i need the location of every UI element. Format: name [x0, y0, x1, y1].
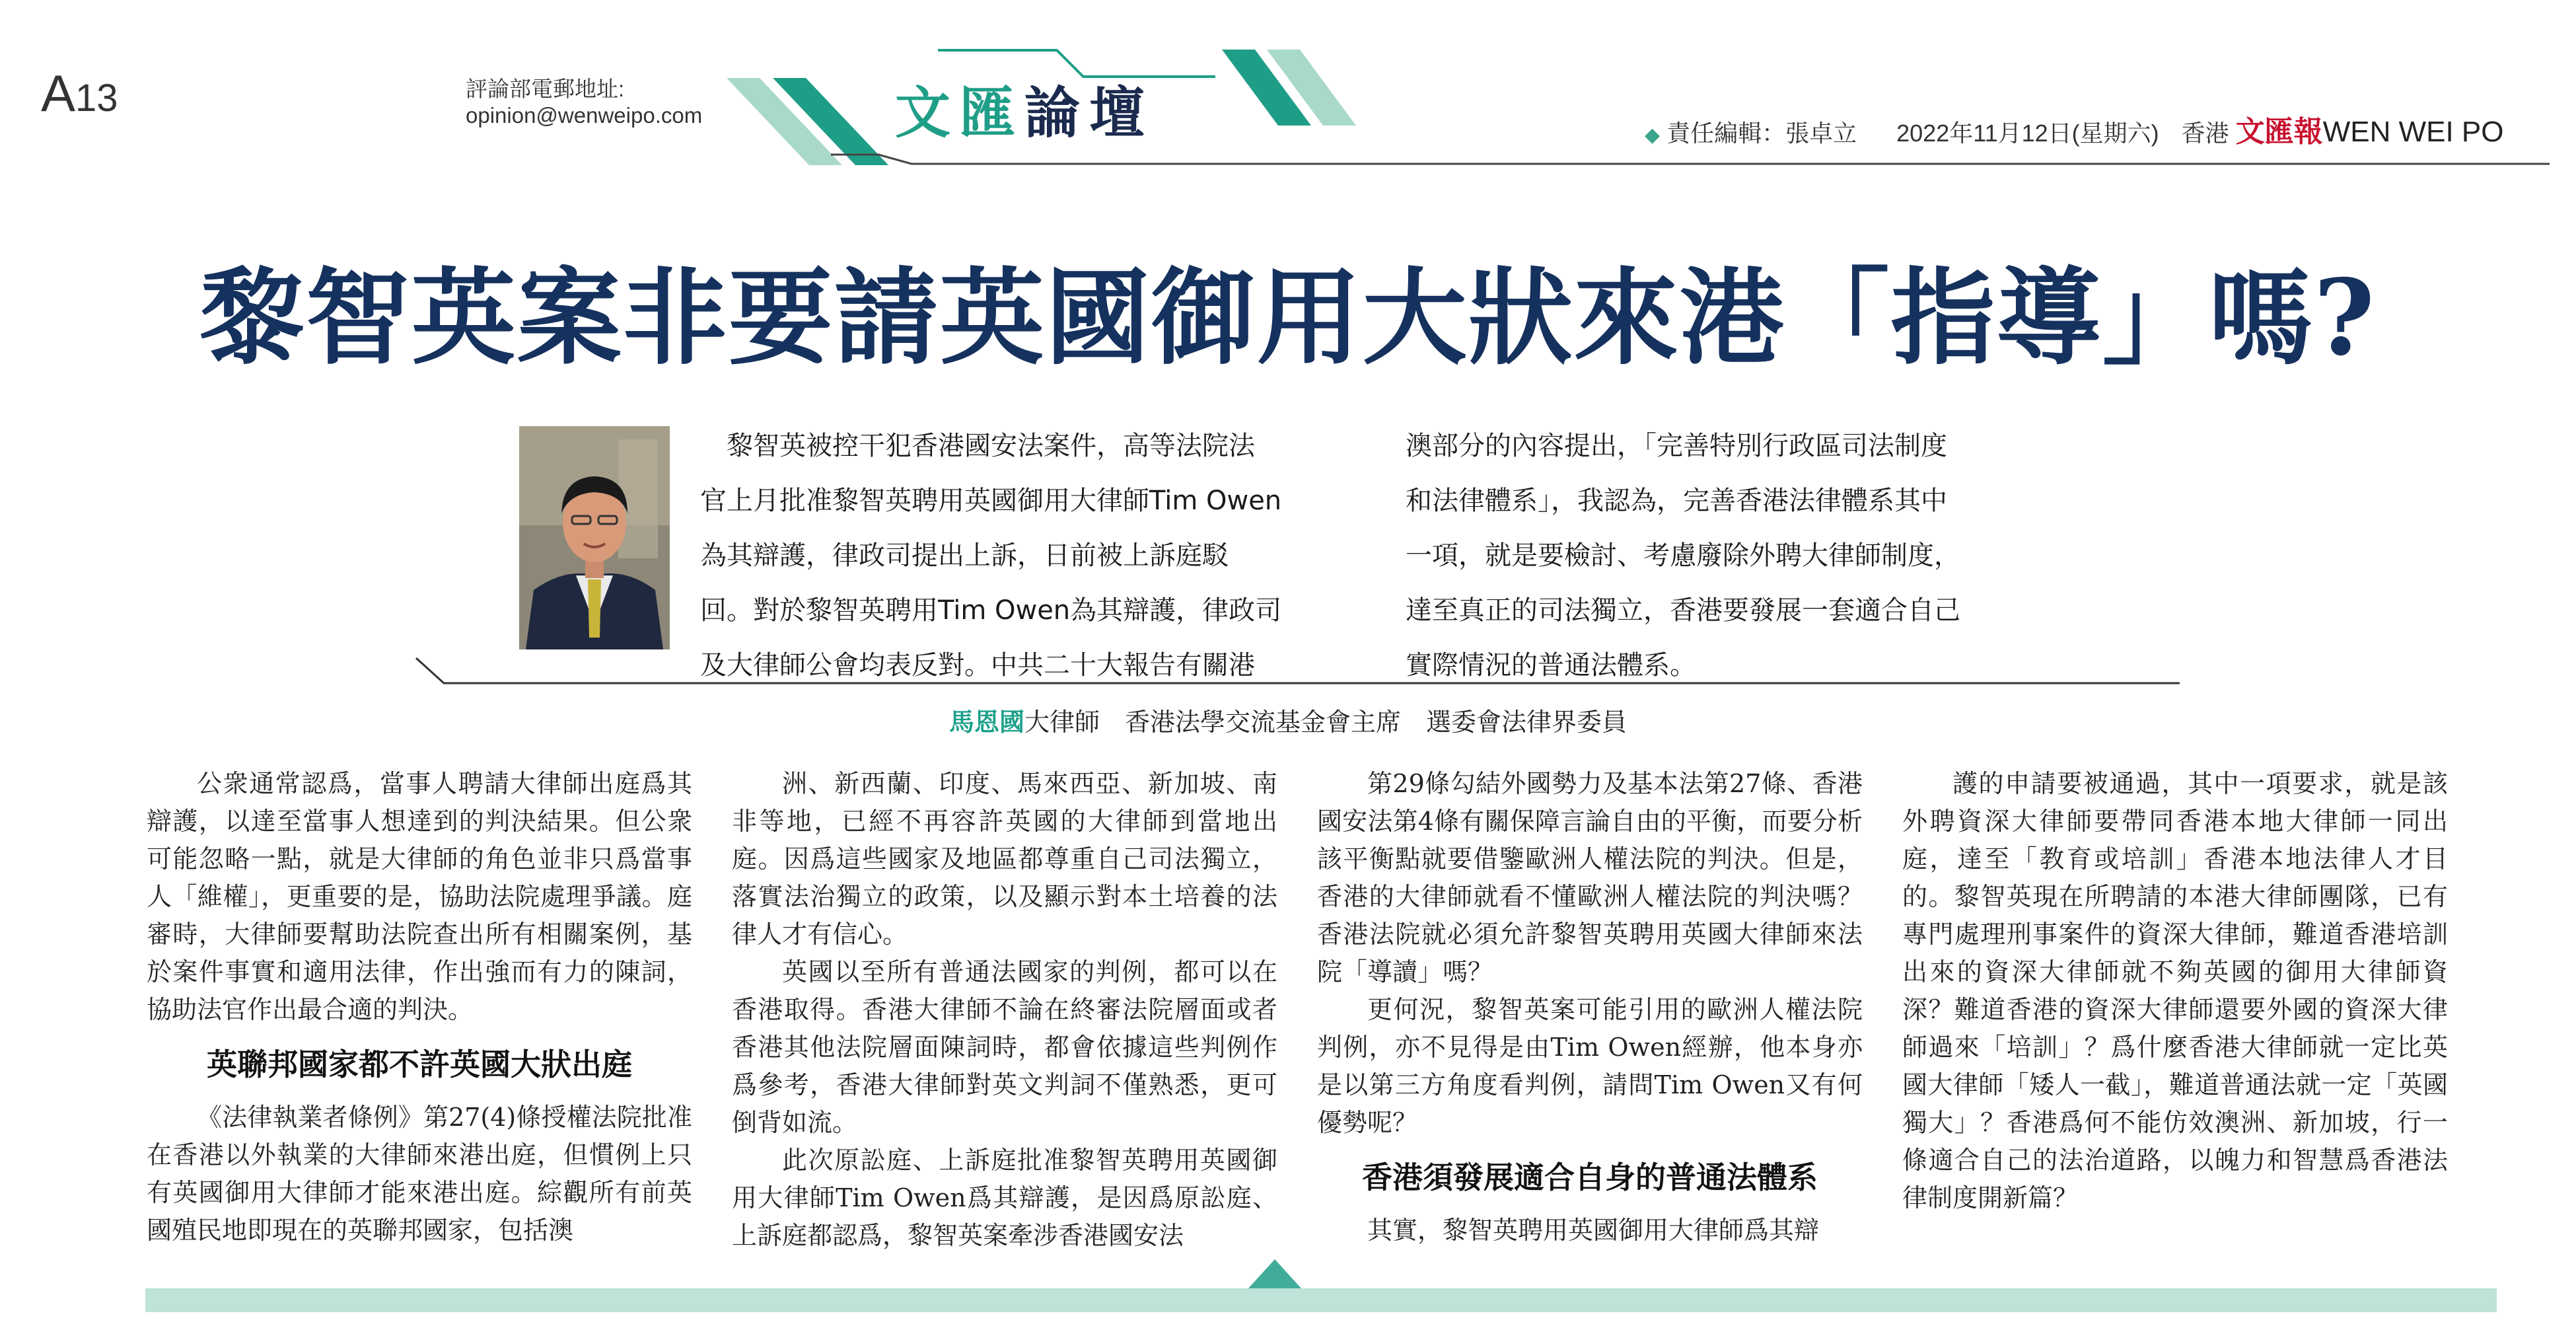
paragraph: 洲、新西蘭、印度、馬來西亞、新加坡、南非等地，已經不再容許英國的大律師到當地出庭。因爲這些國家及地區都尊重自己司法獨立，落實法治獨立的政策，以及顯示對本土培養的法律人才有信心。: [732, 769, 1277, 949]
paper-logo-en: WEN WEI PO: [2322, 116, 2504, 148]
intro-divider: [0, 654, 2576, 694]
paragraph: 其實，黎智英聘用英國御用大律師爲其辯: [1367, 1216, 1820, 1245]
footer-triangle: [1248, 1259, 1301, 1288]
intro-line: 官上月批准黎智英聘用英國御用大律師Tim Owen: [700, 486, 1282, 516]
contact-label: 評論部電郵地址:: [466, 77, 625, 101]
intro-right: [1406, 419, 1960, 693]
issue-date: 2022年11月12日(星期六): [1896, 120, 2159, 147]
author-title: 大律師 香港法學交流基金會主席 選委會法律界委員: [1024, 708, 1628, 737]
paragraph: 此次原訟庭、上訴庭批准黎智英聘用英國御用大律師Tim Owen爲其辯護，是因爲原訟庭、上訴庭都認爲，黎智英案牽涉香港國安法: [732, 1146, 1277, 1250]
paragraph: 更何況，黎智英案可能引用的歐洲人權法院判例，亦不見得是由Tim Owen經辦，他本身亦是以第三方角度看判例，請問Tim Owen又有何優勢呢？: [1317, 995, 1863, 1137]
subheading: 英聯邦國家都不許英國大狀出庭: [207, 1047, 632, 1082]
section-title: 文匯論壇: [895, 81, 1155, 145]
article-column-2: [732, 765, 1277, 1255]
article-column-4: [1902, 765, 2448, 1217]
intro-line: 澳部分的內容提出，「完善特別行政區司法制度: [1406, 431, 1947, 461]
header-meta: [1645, 108, 2503, 150]
article-column-1: [147, 765, 692, 1249]
intro-line: 及大律師公會均表反對。中共二十大報告有關港: [700, 650, 1255, 681]
intro-line: 回。對於黎智英聘用Tim Owen為其辯護，律政司: [700, 595, 1282, 626]
subheading: 香港須發展適合自身的普通法體系: [1362, 1160, 1818, 1195]
contact-email[interactable]: opinion@wenweipo.com: [466, 103, 703, 128]
paragraph: 《法律執業者條例》第27(4)條授權法院批准在香港以外執業的大律師來港出庭，但慣例上只有英國御用大律師才能來港出庭。綜觀所有前英國殖民地即現在的英聯邦國家，包括澳: [147, 1103, 692, 1245]
intro-left: [700, 419, 1281, 693]
header-rule-lower: [831, 155, 2550, 164]
author-name: 馬恩國: [948, 708, 1024, 737]
intro-line: 為其辯護，律政司提出上訴，日前被上訴庭駁: [700, 540, 1229, 571]
paper-logo: 文匯報: [2235, 115, 2323, 149]
intro-line: 達至真正的司法獨立，香港要發展一套適合自己: [1406, 595, 1960, 626]
footer-bar: [0, 1255, 2576, 1328]
article-column-3: [1317, 765, 1863, 1249]
page-number: A13: [41, 64, 118, 122]
paragraph: 第29條勾結外國勢力及基本法第27條、香港國安法第4條有關保障言論自由的平衡，而要分析該平衡點就要借鑒歐洲人權法院的判決。但是，香港的大律師就看不懂歐洲人權法院的判決嗎？香港法院就必須允許黎智英聘用英國大律師來法院「導讀」嗎？: [1317, 769, 1863, 986]
diamond-icon: ◆: [1645, 124, 1661, 146]
footer-band: [145, 1288, 2497, 1312]
paragraph: 英國以至所有普通法國家的判例，都可以在香港取得。香港大律師不論在終審法院層面或者香港其他法院層面陳詞時，都會依據這些判例作爲參考，香港大律師對英文判詞不僅熟悉，更可倒背如流。: [732, 957, 1277, 1137]
intro-line: 實際情況的普通法體系。: [1406, 650, 1696, 681]
intro-line: 黎智英被控干犯香港國安法案件，高等法院法: [700, 431, 1255, 461]
issue-region: 香港: [2181, 120, 2229, 147]
paragraph: 公衆通常認爲，當事人聘請大律師出庭爲其辯護，以達至當事人想達到的判決結果。但公衆可能忽略一點，就是大律師的角色並非只爲當事人「維權」，更重要的是，協助法院處理爭議。庭審時，大律師要幫助法院查出所有相關案例，基於案件事實和適用法律，作出強而有力的陳詞，協助法官作出最合適的判決。: [147, 769, 692, 1024]
intro-line: 一項，就是要檢討、考慮廢除外聘大律師制度，: [1406, 540, 1960, 571]
byline: [0, 702, 2576, 738]
intro-line: 和法律體系」，我認為，完善香港法律體系其中: [1406, 486, 1947, 516]
paragraph: 護的申請要被通過，其中一項要求，就是該外聘資深大律師要帶同香港本地大律師一同出庭，達至「教育或培訓」香港本地法律人才目的。黎智英現在所聘請的本港大律師團隊，已有專門處理刑事案件的資深大律師，難道香港培訓出來的資深大律師就不夠英國的御用大律師資深？難道香港的資深大律師還要外國的資深大律師過來「培訓」？爲什麼香港大律師就一定比英國大律師「矮人一截」，難道普通法就一定「英國獨大」？香港爲何不能仿效澳洲、新加坡，行一條適合自己的法治道路，以魄力和智慧爲香港法律制度開新篇？: [1902, 769, 2448, 1212]
editor-credit: 責任編輯：張卓立: [1666, 120, 1857, 147]
author-photo: [519, 426, 670, 649]
headline: 黎智英案非要請英國御用大狀來港「指導」嗎?: [199, 257, 2377, 379]
